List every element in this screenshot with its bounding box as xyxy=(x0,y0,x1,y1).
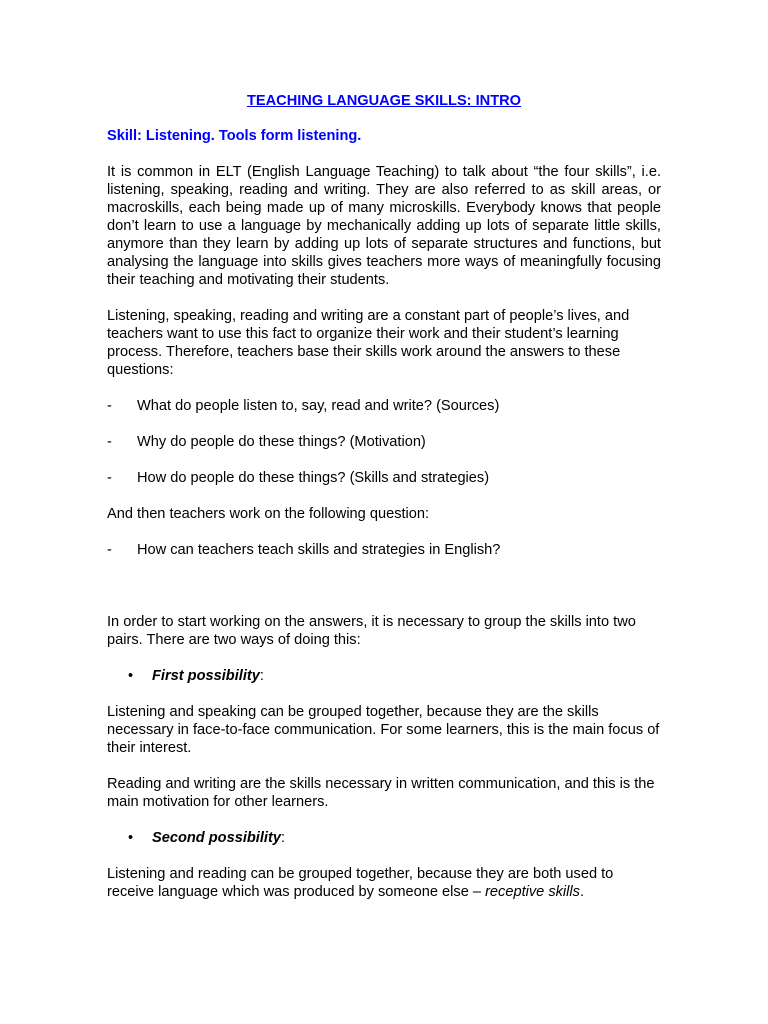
document-subtitle: Skill: Listening. Tools form listening. xyxy=(107,128,362,144)
followup-paragraph: And then teachers work on the following question: xyxy=(107,506,430,522)
question-text: How can teachers teach skills and strategies in English? xyxy=(137,542,501,558)
question-text: How do people do these things? (Skills and strategies) xyxy=(137,470,490,486)
receptive-skills-term: receptive skills xyxy=(485,884,580,900)
question-item-sources xyxy=(107,397,661,415)
period: . xyxy=(579,884,585,900)
dash-marker: - xyxy=(107,542,112,558)
colon: : xyxy=(280,830,285,846)
document-title: TEACHING LANGUAGE SKILLS: INTRO xyxy=(246,93,522,109)
question-text: Why do people do these things? (Motivation) xyxy=(137,434,426,450)
dash-marker: - xyxy=(107,398,112,414)
paragraph-text: Listening and reading can be grouped together, because they are both used to receive language which was produced by someone else – xyxy=(107,866,614,900)
grouping-paragraph: In order to start working on the answers, it is necessary to group the skills into two pairs. There are two ways of doing this: xyxy=(107,614,636,648)
question-text: What do people listen to, say, read and write? (Sources) xyxy=(137,398,500,414)
questions-intro-paragraph: Listening, speaking, reading and writing are a constant part of people’s lives, and teachers want to use this fact to organize their work and their student’s learning process. Therefore, teachers base their skills work around the answers to these questions: xyxy=(107,308,630,378)
intro-paragraph: It is common in ELT (English Language Teaching) to talk about “the four skills”, i.e. listening, speaking, reading and writing. They are also referred to as skill areas, or macroskills, each being made up of many microskills. Everybody knows that people don’t learn to use a language by mechanically adding up lots of separate little skills, anymore than they learn by adding up lots of separate structures and functions, but analysing the language into skills gives teachers more ways of meaningfully focusing their teaching and motivating their students. xyxy=(107,164,661,288)
final-question-item xyxy=(107,541,661,559)
dash-marker: - xyxy=(107,434,112,450)
first-possibility-heading xyxy=(107,667,661,685)
document-page xyxy=(107,92,661,919)
first-possibility-label: First possibility xyxy=(152,668,260,684)
second-possibility-label: Second possibility xyxy=(152,830,281,846)
first-possibility-paragraph-a: Listening and speaking can be grouped together, because they are the skills necessary in face-to-face communication. For some learners, this is the main focus of their interest. xyxy=(107,704,660,756)
question-item-motivation xyxy=(107,433,661,451)
first-possibility-paragraph-b: Reading and writing are the skills necessary in written communication, and this is the main motivation for other learners. xyxy=(107,776,655,810)
bullet-marker: • xyxy=(127,830,134,846)
second-possibility-paragraph-a xyxy=(107,865,661,901)
dash-marker: - xyxy=(107,470,112,486)
question-item-skills xyxy=(107,469,661,487)
second-possibility-heading xyxy=(107,829,661,847)
colon: : xyxy=(259,668,264,684)
bullet-marker: • xyxy=(127,668,134,684)
spacer xyxy=(107,559,661,595)
